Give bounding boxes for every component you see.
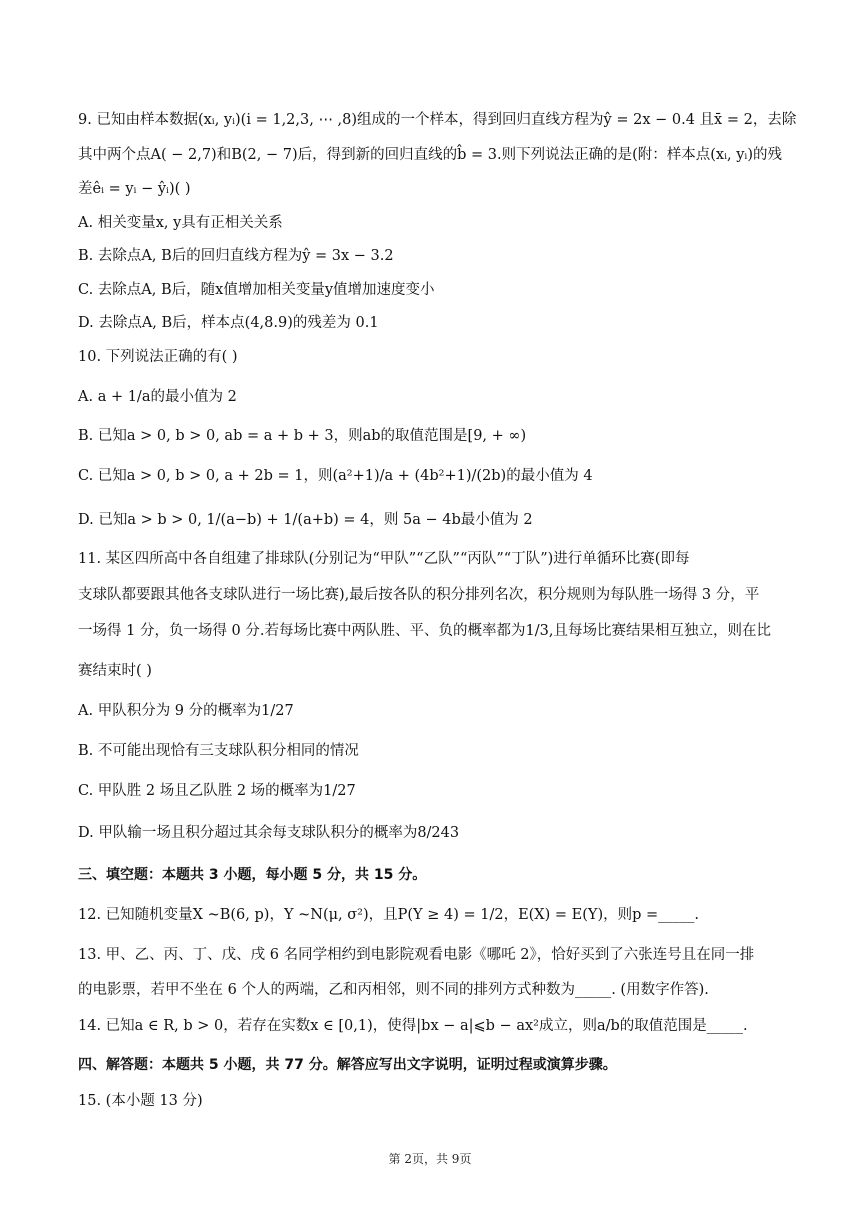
q10-option-a: A. a + 1/a的最小值为 2 — [78, 389, 237, 405]
q13-stem-line-1: 13. 甲、乙、丙、丁、戊、戌 6 名同学相约到电影院观看电影《哪吒 2》，恰好买到了六张连号且在同一排 — [78, 947, 755, 963]
q9-option-d: D. 去除点A, B后，样本点(4,8.9)的残差为 0.1 — [78, 315, 379, 331]
q11-stem-line-3: 一场得 1 分，负一场得 0 分.若每场比赛中两队胜、平、负的概率都为1/3,且每场比赛结果相互独立，则在比 — [78, 623, 771, 639]
q9-option-b: B. 去除点A, B后的回归直线方程为ŷ = 3x − 3.2 — [78, 248, 394, 264]
q10-option-c: C. 已知a > 0, b > 0, a + 2b = 1，则(a²+1)/a + (4b²+1)/(2b)的最小值为 4 — [78, 468, 593, 484]
q15-stem: 15. (本小题 13 分) — [78, 1093, 203, 1109]
q11-option-d: D. 甲队输一场且积分超过其余每支球队积分的概率为8/243 — [78, 825, 460, 841]
q12-stem: 12. 已知随机变量X ~B(6, p)，Y ~N(μ, σ²)，且P(Y ≥ 4) = 1/2，E(X) = E(Y)，则p =_____. — [78, 907, 700, 923]
section-3-heading: 三、填空题：本题共 3 小题，每小题 5 分，共 15 分。 — [78, 867, 427, 883]
q9-option-c: C. 去除点A, B后，随x值增加相关变量y值增加速度变小 — [78, 282, 435, 298]
q13-stem-line-2: 的电影票，若甲不坐在 6 个人的两端，乙和丙相邻，则不同的排列方式种数为_____. (用数字作答). — [78, 982, 709, 998]
q11-stem-line-1: 11. 某区四所高中各自组建了排球队(分别记为“甲队”“乙队”“丙队”“丁队”)进行单循环比赛(即每 — [78, 551, 690, 567]
q9-stem-line-2: 其中两个点A( − 2,7)和B(2, − 7)后，得到新的回归直线的b̂ = 3.则下列说法正确的是(附：样本点(xᵢ, yᵢ)的残 — [78, 147, 782, 163]
q11-stem-line-2: 支球队都要跟其他各支球队进行一场比赛),最后按各队的积分排列名次，积分规则为每队胜一场得 3 分，平 — [78, 587, 760, 603]
q11-stem-line-4: 赛结束时( ) — [78, 663, 152, 679]
q9-option-a: A. 相关变量x, y具有正相关关系 — [78, 215, 283, 231]
q11-option-a: A. 甲队积分为 9 分的概率为1/27 — [78, 703, 294, 719]
q9-stem-line-3: 差êᵢ = yᵢ − ŷᵢ)( ) — [78, 181, 191, 197]
q9-stem-line-1: 9. 已知由样本数据(xᵢ, yᵢ)(i = 1,2,3, ⋯ ,8)组成的一个样本，得到回归直线方程为ŷ = 2x − 0.4 且x̄ = 2，去除 — [78, 112, 797, 128]
q11-option-c: C. 甲队胜 2 场且乙队胜 2 场的概率为1/27 — [78, 783, 356, 799]
q14-stem: 14. 已知a ∈ R, b > 0，若存在实数x ∈ [0,1)，使得|bx − a|⩽b − ax²成立，则a/b的取值范围是_____. — [78, 1018, 748, 1034]
section-4-heading: 四、解答题：本题共 5 小题，共 77 分。解答应写出文字说明，证明过程或演算步骤。 — [78, 1057, 617, 1073]
q11-option-b: B. 不可能出现恰有三支球队积分相同的情况 — [78, 743, 359, 759]
q10-option-d: D. 已知a > b > 0, 1/(a−b) + 1/(a+b) = 4，则 5a − 4b最小值为 2 — [78, 512, 533, 528]
q10-option-b: B. 已知a > 0, b > 0, ab = a + b + 3，则ab的取值范围是[9, + ∞) — [78, 428, 527, 444]
q10-stem: 10. 下列说法正确的有( ) — [78, 349, 238, 365]
page-footer: 第 2页，共 9页 — [388, 1152, 472, 1166]
